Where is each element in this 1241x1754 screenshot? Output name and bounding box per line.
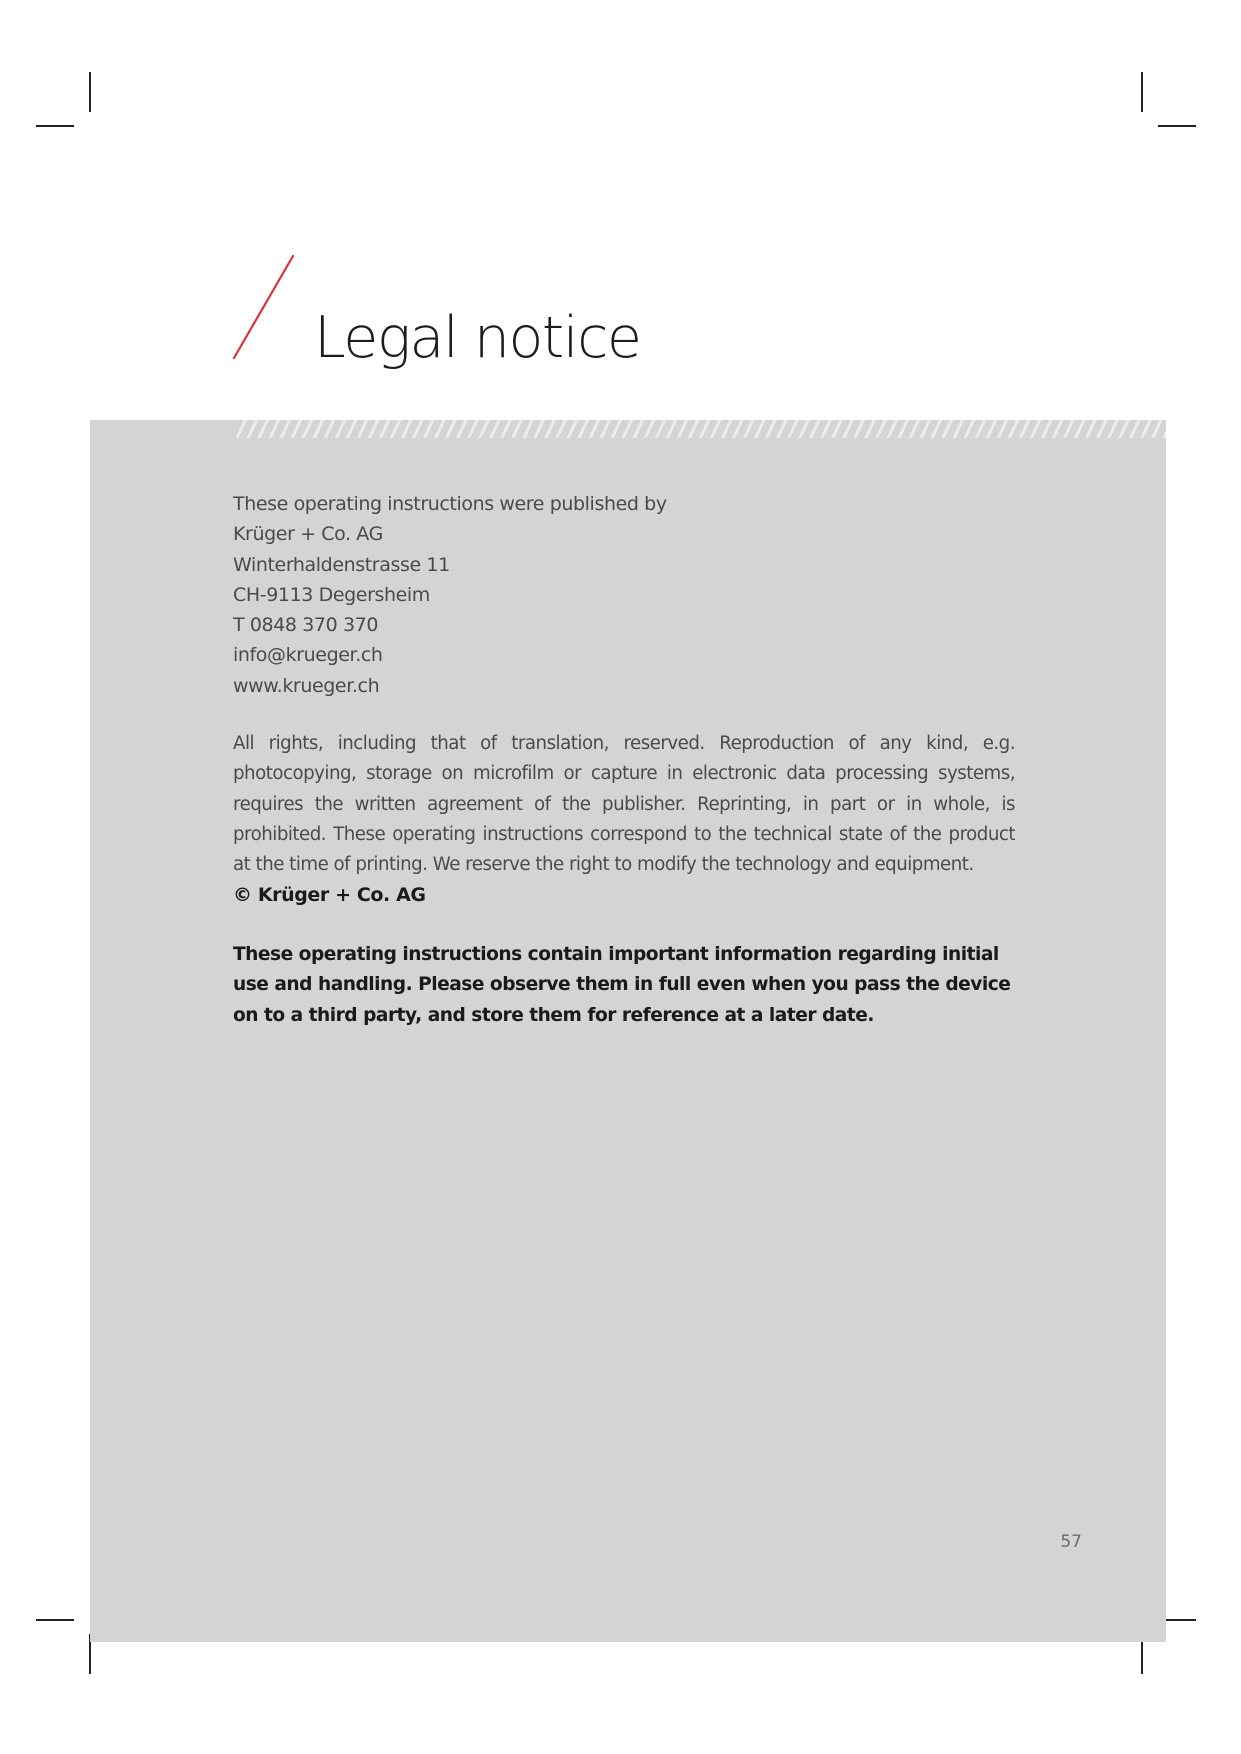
page-number: 57 xyxy=(1060,1532,1082,1552)
phone-number: T 0848 370 370 xyxy=(233,614,379,637)
rights-paragraph: All rights, including that of translation, reserved. Reproduction of any kind, e.g. photocopying, storage on microfilm or capture in electronic data processing systems, requires the written agreement of the publisher. Reprinting, in part or in whole, is prohibited. These operating instructions correspond to the technical state of the product at the time of printing. We reserve the right to modify the technology and equipment. xyxy=(233,733,1015,876)
crop-mark-top-right-vertical xyxy=(1141,72,1143,112)
postal-city: CH-9113 Degersheim xyxy=(233,583,430,606)
publisher-intro: These operating instructions were published by xyxy=(233,493,667,515)
crop-mark-top-right-horizontal xyxy=(1158,125,1196,127)
important-notice: These operating instructions contain important information regarding initial use and handling. Please observe them in full even when you pass the device on to a third party, and store them for reference at a later date. xyxy=(233,944,1011,1026)
company-name: Krüger + Co. AG xyxy=(233,523,383,546)
publisher-address xyxy=(233,489,933,701)
website-address: www.krueger.ch xyxy=(233,674,380,697)
page-title: Legal notice xyxy=(314,305,641,371)
hatched-divider xyxy=(236,420,1166,438)
red-slash-icon xyxy=(232,254,296,360)
email-address: info@krueger.ch xyxy=(233,644,383,667)
crop-mark-top-left-vertical xyxy=(89,72,91,112)
street-address: Winterhaldenstrasse 11 xyxy=(233,553,450,576)
crop-mark-bottom-left-horizontal xyxy=(36,1619,74,1621)
crop-mark-top-left-horizontal xyxy=(36,125,74,127)
copyright-line: © Krüger + Co. AG xyxy=(233,884,426,906)
